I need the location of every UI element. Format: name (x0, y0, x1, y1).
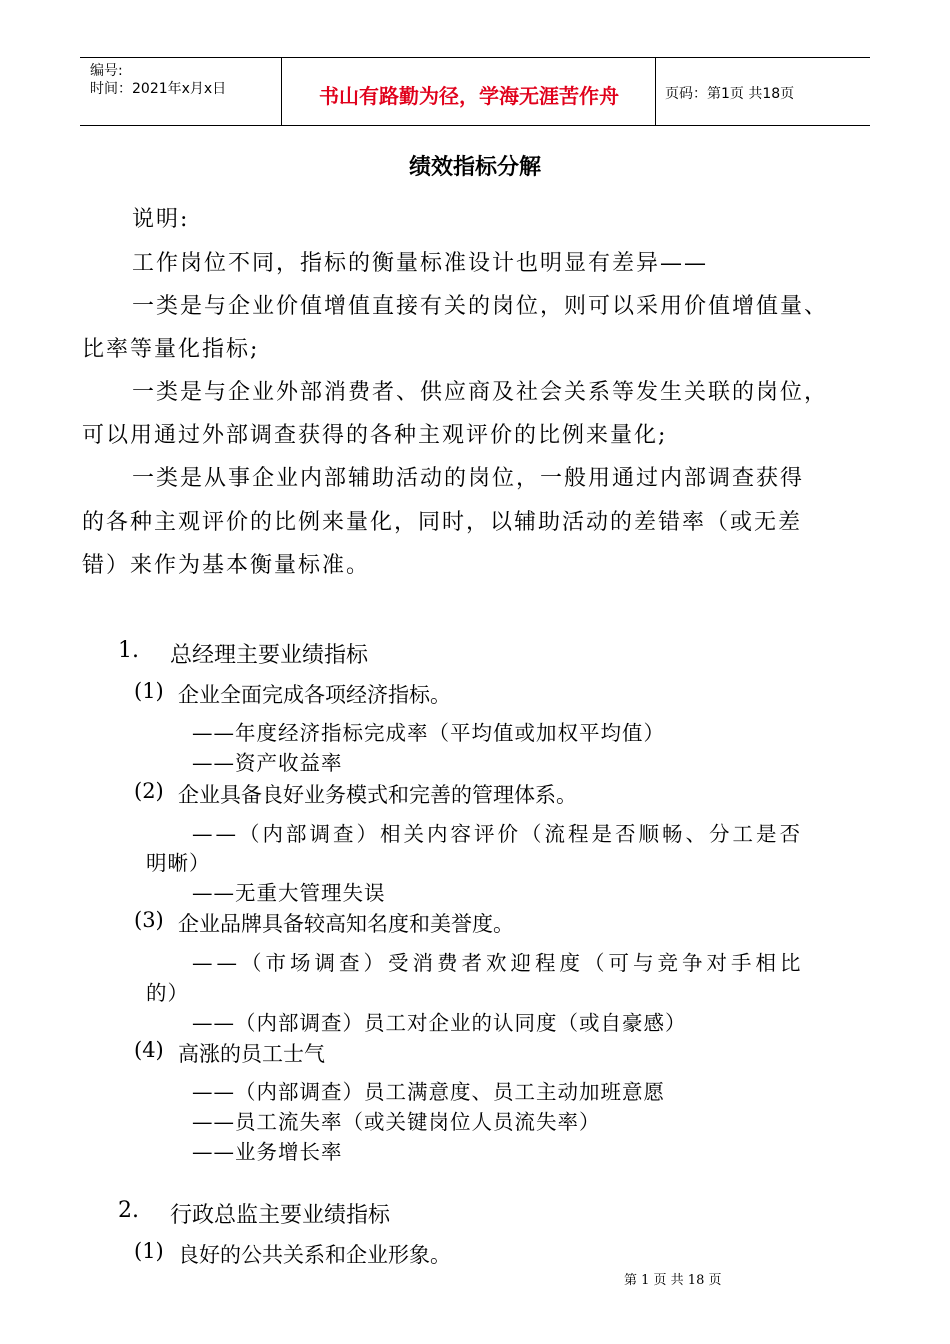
item-number: (1) (134, 679, 164, 703)
header-divider (281, 58, 282, 125)
header-divider (655, 58, 656, 125)
header-page-info: 页码：第1页 共18页 (665, 86, 795, 102)
intro-line: 的各种主观评价的比例来量化，同时，以辅助活动的差错率（或无差 (82, 510, 803, 535)
section-number: 1. (118, 638, 139, 663)
page-header (80, 57, 870, 126)
time-label: 时间：2021年x月x日 (90, 81, 227, 97)
intro-line: 一类是与企业外部消费者、供应商及社会关系等发生关联的岗位， (132, 380, 829, 405)
indicator-line: ——无重大管理失误 (192, 881, 386, 905)
indicator-line: ——资产收益率 (192, 751, 343, 775)
indicator-line: ——（内部调查）员工对企业的认同度（或自豪感） (192, 1011, 687, 1035)
page-footer: 第 1 页 共 18 页 (624, 1273, 722, 1288)
indicator-line: ——员工流失率（或关键岗位人员流失率） (192, 1110, 601, 1134)
item-text: 企业全面完成各项经济指标。 (178, 683, 451, 707)
intro-line: 错）来作为基本衡量标准。 (82, 553, 371, 578)
item-text: 企业品牌具备较高知名度和美誉度。 (178, 912, 514, 936)
item-text: 良好的公共关系和企业形象。 (178, 1243, 451, 1267)
header-meta (90, 62, 226, 98)
indicator-line: ——（内部调查）相关内容评价（流程是否顺畅、分工是否 (192, 822, 803, 846)
serial-label: 编号: (90, 63, 123, 79)
item-number: (2) (134, 779, 164, 803)
intro-line: 可以用通过外部调查获得的各种主观评价的比例来量化; (82, 423, 668, 448)
item-text: 企业具备良好业务模式和完善的管理体系。 (178, 783, 577, 807)
indicator-line: 的） (146, 981, 189, 1005)
item-number: (4) (134, 1038, 164, 1062)
intro-line: 一类是与企业价值增值直接有关的岗位，则可以采用价值增值量、 (132, 294, 829, 319)
intro-line: 比率等量化指标; (82, 337, 260, 362)
section-heading: 行政总监主要业绩指标 (170, 1203, 391, 1228)
item-number: (3) (134, 908, 164, 932)
section-heading: 总经理主要业绩指标 (170, 643, 369, 668)
item-number: (1) (134, 1239, 164, 1263)
header-motto: 书山有路勤为径，学海无涯苦作舟 (319, 84, 619, 108)
intro-line: 说明: (132, 207, 190, 232)
document-title: 绩效指标分解 (408, 155, 541, 180)
indicator-line: ——业务增长率 (192, 1140, 343, 1164)
intro-line: 一类是从事企业内部辅助活动的岗位，一般用通过内部调查获得 (132, 466, 805, 491)
indicator-line: ——年度经济指标完成率（平均值或加权平均值） (192, 721, 665, 745)
indicator-line: ——（内部调查）员工满意度、员工主动加班意愿 (192, 1080, 665, 1104)
indicator-line: 明晰） (146, 851, 211, 875)
indicator-line: ——（市场调查）受消费者欢迎程度（可与竞争对手相比 (192, 951, 805, 975)
item-text: 高涨的员工士气 (178, 1042, 325, 1066)
intro-line: 工作岗位不同，指标的衡量标准设计也明显有差异—— (132, 251, 709, 276)
section-number: 2. (118, 1198, 139, 1223)
